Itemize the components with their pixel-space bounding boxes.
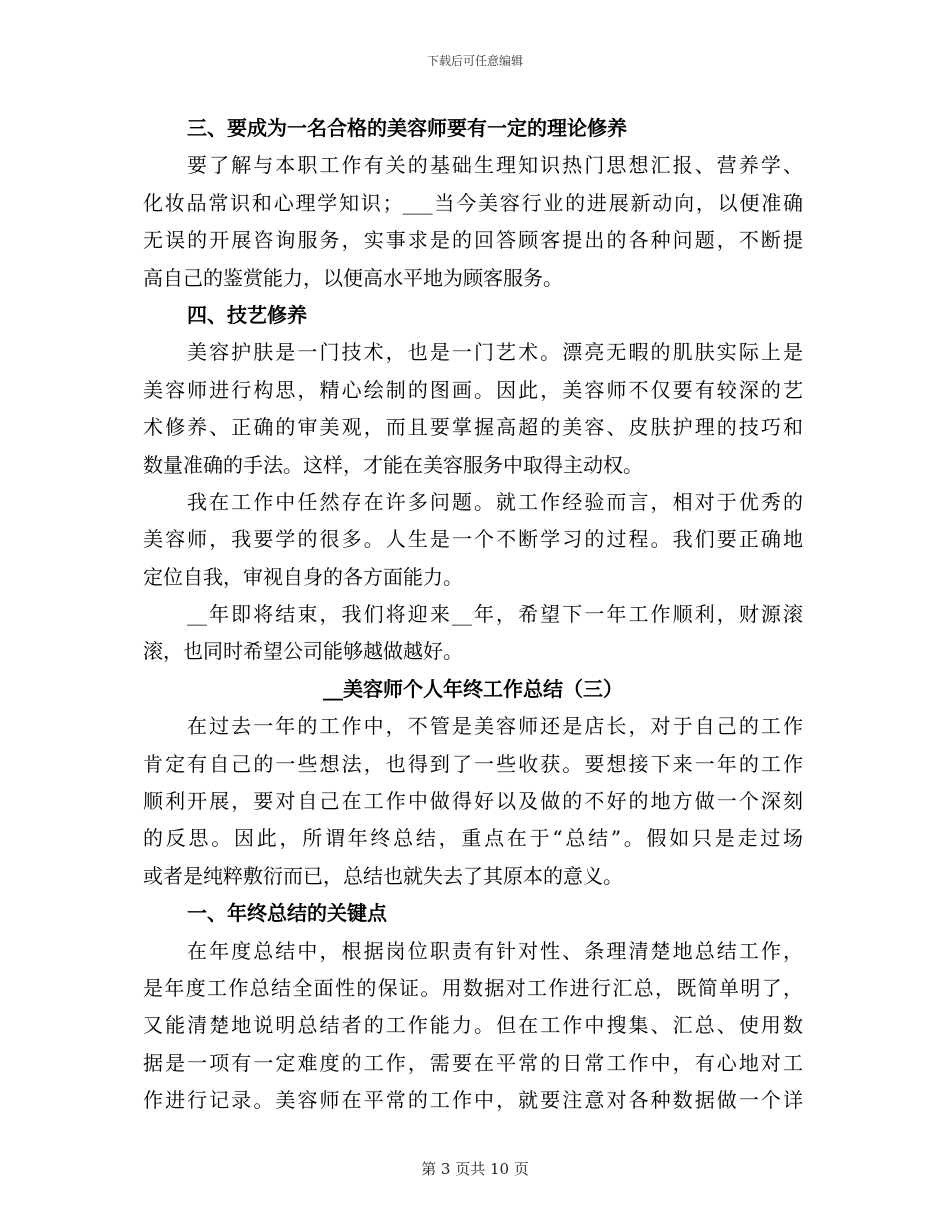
paragraph-line: 或者是纯粹敷衍而已，总结也就失去了其原本的意义。: [143, 863, 623, 888]
paragraph-line: 在过去一年的工作中，不管是美容师还是店长，对于自己的工作: [187, 714, 803, 739]
paragraph-line: 顺利开展，要对自己在工作中做得好以及做的不好的地方做一个深刻: [143, 789, 803, 814]
paragraph-line: 肯定有自己的一些想法，也得到了一些收获。要想接下来一年的工作: [143, 751, 803, 776]
document-body: [143, 110, 803, 1120]
section-heading: 一、年终总结的关键点: [187, 901, 387, 926]
paragraph-line: 化妆品常识和心理学知识；___当今美容行业的进展新动向，以便准确: [143, 190, 803, 215]
page-footer: 第 3 页共 10 页: [421, 1160, 529, 1178]
document-title: __美容师个人年终工作总结（三）: [323, 676, 623, 701]
page-header: 下载后可任意编辑: [426, 54, 523, 68]
paragraph-line: 美容师，我要学的很多。人生是一个不断学习的过程。我们要正确地: [143, 527, 803, 552]
paragraph-line: 定位自我，审视自身的各方面能力。: [143, 564, 463, 589]
paragraph-line: 美容师进行构思，精心绘制的图画。因此，美容师不仅要有较深的艺: [143, 377, 803, 402]
paragraph-line: __年即将结束，我们将迎来__年，希望下一年工作顺利，财源滚: [187, 602, 803, 627]
paragraph-line: 术修养、正确的审美观，而且要掌握高超的美容、皮肤护理的技巧和: [143, 415, 803, 440]
paragraph-line: 在年度总结中，根据岗位职责有针对性、条理清楚地总结工作，: [187, 938, 803, 963]
paragraph-line: 数量准确的手法。这样，才能在美容服务中取得主动权。: [143, 452, 643, 477]
paragraph-line: 无误的开展咨询服务，实事求是的回答顾客提出的各种问题，不断提: [143, 228, 803, 253]
section-heading: 三、要成为一名合格的美容师要有一定的理论修养: [187, 116, 627, 140]
paragraph-line: 高自己的鉴赏能力，以便高水平地为顾客服务。: [143, 265, 563, 290]
paragraph-line: 美容护肤是一门技术，也是一门艺术。漂亮无暇的肌肤实际上是: [187, 340, 803, 365]
paragraph-line: 我在工作中任然存在许多问题。就工作经验而言，相对于优秀的: [187, 489, 803, 514]
paragraph-line: 的反思。因此，所谓年终总结，重点在于“总结”。假如只是走过场: [143, 826, 803, 851]
paragraph-line: 滚，也同时希望公司能够越做越好。: [143, 639, 463, 664]
paragraph-line: 作进行记录。美容师在平常的工作中，就要注意对各种数据做一个详: [143, 1088, 803, 1113]
paragraph-line: 据是一项有一定难度的工作，需要在平常的日常工作中，有心地对工: [143, 1050, 803, 1075]
paragraph-line: 要了解与本职工作有关的基础生理知识热门思想汇报、营养学、: [187, 153, 803, 178]
section-heading: 四、技艺修养: [187, 302, 307, 327]
paragraph-line: 是年度工作总结全面性的保证。用数据对工作进行汇总，既简单明了，: [143, 975, 803, 1000]
paragraph-line: 又能清楚地说明总结者的工作能力。但在工作中搜集、汇总、使用数: [143, 1013, 803, 1038]
